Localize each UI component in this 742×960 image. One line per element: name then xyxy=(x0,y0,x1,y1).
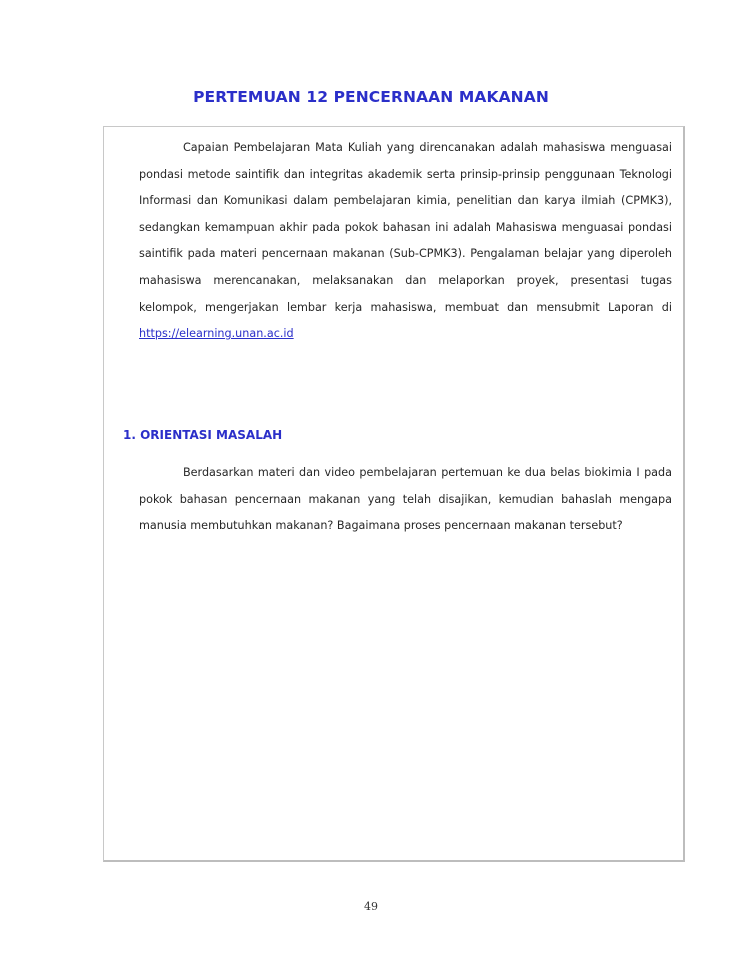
page-title: PERTEMUAN 12 PENCERNAAN MAKANAN xyxy=(193,88,549,106)
intro-paragraph xyxy=(139,135,672,348)
page-number: 49 xyxy=(364,900,378,913)
section-heading-orientasi-masalah: 1. ORIENTASI MASALAH xyxy=(123,428,283,442)
intro-paragraph-text: Capaian Pembelajaran Mata Kuliah yang direncanakan adalah mahasiswa menguasai pondasi metode saintifik dan integritas akademik serta prinsip-prinsip penggunaan Teknologi Informasi dan Komunikasi dalam pembelajaran kimia, penelitian dan karya ilmiah (CPMK3), sedangkan kemampuan akhir pada pokok bahasan ini adalah Mahasiswa menguasai pondasi saintifik pada materi pencernaan makanan (Sub-CPMK3). Pengalaman belajar yang diperoleh mahasiswa merencanakan, melaksanakan dan melaporkan proyek, presentasi tugas kelompok, mengerjakan lembar kerja mahasiswa, membuat dan mensubmit Laporan di xyxy=(139,141,672,314)
section-1-paragraph: Berdasarkan materi dan video pembelajaran pertemuan ke dua belas biokimia I pada pokok bahasan pencernaan makanan yang telah disajikan, kemudian bahaslah mengapa manusia membutuhkan makanan? Bagaimana proses pencernaan makanan tersebut? xyxy=(139,466,672,533)
elearning-link[interactable]: https://elearning.unan.ac.id xyxy=(139,327,294,341)
